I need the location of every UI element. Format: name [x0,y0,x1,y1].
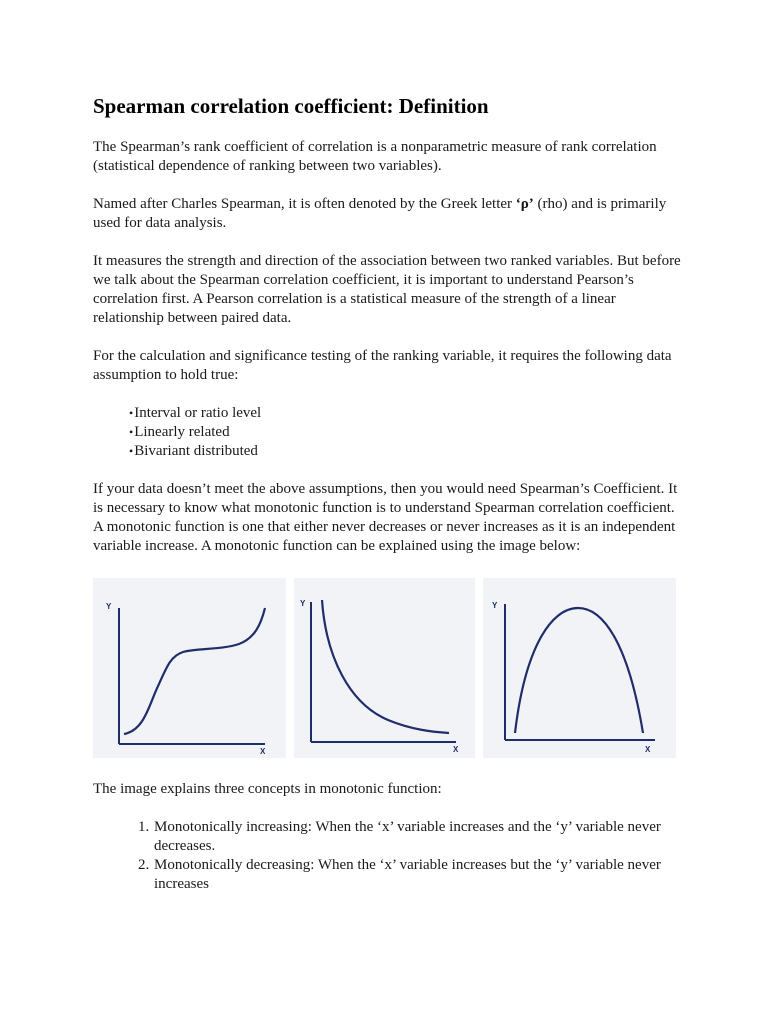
figure-non-monotonic [483,578,676,758]
y-axis-label: Y [300,599,306,608]
paragraph-assumptions-intro: For the calculation and significance testing of the ranking variable, it requires the following data assumption to hold true: [93,348,672,383]
assumptions-list [93,404,683,461]
figure-monotonically-decreasing [294,578,475,758]
axes [311,602,456,742]
list-item: • Interval or ratio level [129,404,683,423]
x-axis-label: X [453,745,459,754]
list-item: • Bivariant distributed [129,442,683,461]
paragraph-concepts-intro: The image explains three concepts in monotonic function: [93,781,442,797]
decreasing-curve [322,600,449,733]
paragraph-named-after-rest: (rho) and is primarily used for data analysis. [93,196,667,231]
document-page [93,92,683,894]
paragraph-definition: The Spearman’s rank coefficient of correlation is a nonparametric measure of rank correlation (statistical dependence of ranking between two variables). [93,139,657,174]
list-item: 1. Monotonically increasing: When the ‘x’ variable increases and the ‘y’ variable never decreases. [153,818,683,856]
arch-curve [515,608,643,733]
paragraph-named-after [93,195,683,233]
list-item: • Linearly related [129,423,683,442]
figure-monotonically-increasing [93,578,286,758]
y-axis-label: Y [492,601,498,610]
list-item: 2. Monotonically decreasing: When the ‘x’ variable increases but the ‘y’ variable never increases [153,856,683,894]
page-title: Spearman correlation coefficient: Definition [93,94,489,118]
x-axis-label: X [260,747,266,756]
x-axis-label: X [645,745,651,754]
increasing-curve [124,608,265,734]
paragraph-monotonic-function: If your data doesn’t meet the above assumptions, then you would need Spearman’s Coefficient. It is necessary to know what monotonic function is to understand Spearman correlation coefficient. A monotonic function is one that either never decreases or never increases as it is an independent variable increase. A monotonic function can be explained using the image below: [93,481,678,554]
rho-symbol: ‘ρ’ [515,196,534,212]
paragraph-named-after-text: Named after Charles Spearman, it is often denoted by the Greek letter [93,196,516,212]
concepts-list [93,818,683,894]
y-axis-label: Y [106,602,112,611]
paragraph-strength-direction: It measures the strength and direction of the association between two ranked variables. But before we talk about the Spearman correlation coefficient, it is important to understand Pearson’s correlation first. A Pearson correlation is a statistical measure of the strength of a linear relationship between paired data. [93,253,681,326]
monotonic-figures [93,578,683,758]
